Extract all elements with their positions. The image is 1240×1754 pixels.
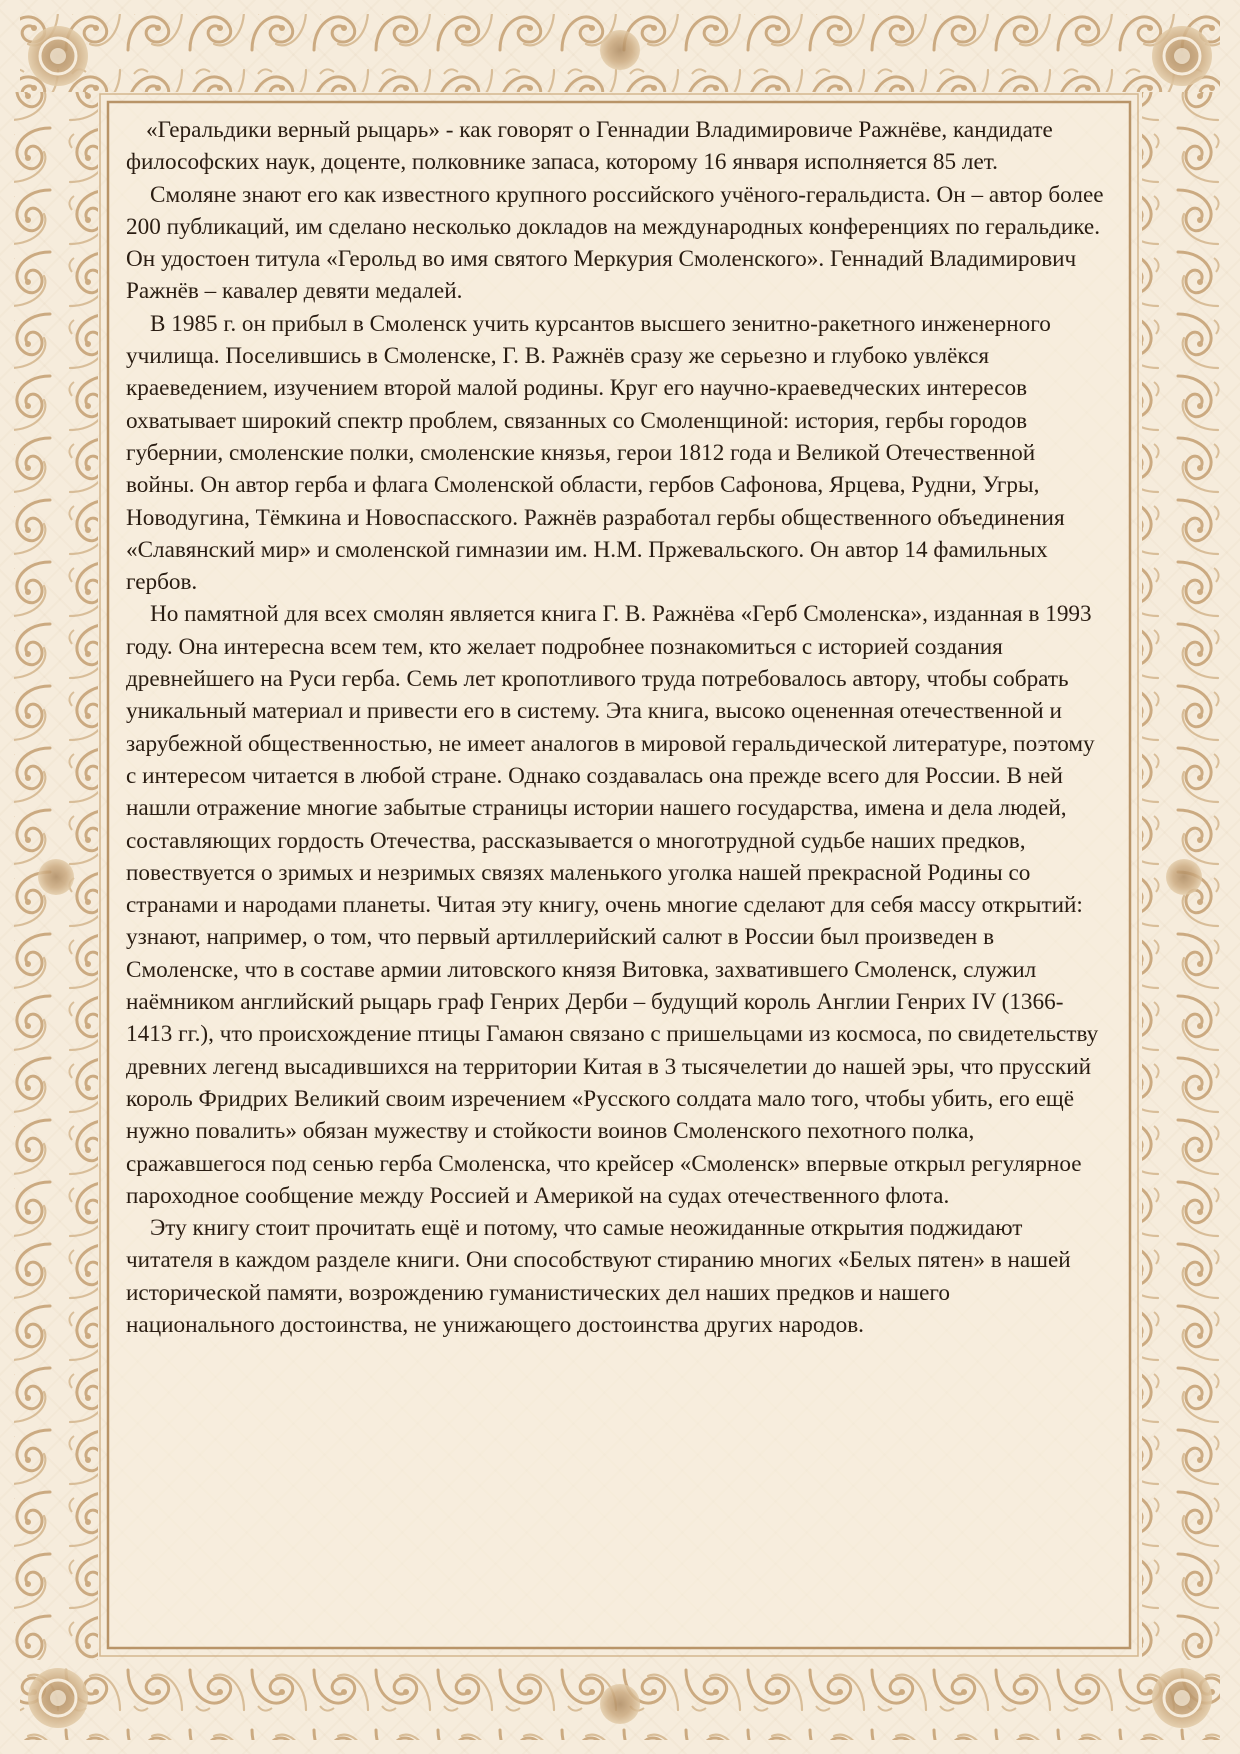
- paragraph-conclusion: Эту книгу стоит прочитать ещё и потому, что самые неожиданные открытия поджидают читателя в каждом разделе книги. Они способствуют стиранию многих «Белых пятен» в нашей исторической памяти, возрождению гуманистических дел наших предков и нашего национального достоинства, не унижающего достоинства других народов.: [126, 1215, 1071, 1338]
- corner-rose-bottom-left: [28, 1668, 88, 1728]
- corner-rose-top-left: [28, 26, 88, 86]
- paragraph-intro: «Геральдики верный рыцарь» - как говорят о Геннадии Владимировиче Ражнёве, кандидате философских наук, доценте, полковнике запаса, которому 16 января исполняется 85 лет.: [126, 117, 1053, 176]
- paragraph-smolensk-work: В 1985 г. он прибыл в Смоленск учить курсантов высшего зенитно-ракетного инженерного училища. Поселившись в Смоленске, Г. В. Ражнёв сразу же серьезно и глубоко увлёкся краеведением, изучением второй малой родины. Круг его научно-краеведческих интересов охватывает широкий спектр проблем, связанных со Смоленщиной: история, гербы городов губернии, смоленские полки, смоленские князья, герои 1812 года и Великой Отечественной войны. Он автор герба и флага Смоленской области, гербов Сафонова, Ярцева, Рудни, Угры, Новодугина, Тёмкина и Новоспасского. Ражнёв разработал гербы общественного объединения «Славянский мир» и смоленской гимназии им. Н.М. Пржевальского. Он автор 14 фамильных гербов.: [126, 310, 1065, 596]
- article-text: [126, 114, 1104, 1634]
- paragraph-book: Но памятной для всех смолян является книга Г. В. Ражнёва «Герб Смоленска», изданная в 1993 году. Она интересна всем тем, кто желает подробнее познакомиться с историей создания древнейшего на Руси герба. Семь лет кропотливого труда потребовалось автору, чтобы собрать уникальный материал и привести его в систему. Эта книга, высоко оцененная отечественной и зарубежной общественностью, не имеет аналогов в мировой геральдической литературе, поэтому с интересом читается в любой стране. Однако создавалась она прежде всего для России. В ней нашли отражение многие забытые страницы истории нашего государства, имена и дела людей, составляющих гордость Отечества, рассказывается о многотрудной судьбе наших предков, повествуется о зримых и незримых связях маленького уголка нашей прекрасной Родины со странами и народами планеты. Читая эту книгу, очень многие сделают для себя массу открытий: узнают, например, о том, что первый артиллерийский салют в России был произведен в Смоленске, что в составе армии литовского князя Витовка, захватившего Смоленск, служил наёмником английский рыцарь граф Генрих Дерби – будущий король Англии Генрих IV (1366-1413 гг.), что происхождение птицы Гамаюн связано с пришельцами из космоса, по свидетельству древних легенд высадившихся на территории Китая в 3 тысячелетии до нашей эры, что прусский король Фридрих Великий своим изречением «Русского солдата мало того, чтобы убить, его ещё нужно повалить» обязан мужеству и стойкости воинов Смоленского пехотного полка, сражавшегося под сенью герба Смоленска, что крейсер «Смоленск» впервые открыл регулярное пароходное сообщение между Россией и Америкой на судах отечественного флота.: [126, 601, 1099, 1209]
- paragraph-biography: Смоляне знают его как известного крупного российского учёного-геральдиста. Он – автор более 200 публикаций, им сделано несколько докладов на международных конференциях по геральдике. Он удостоен титула «Герольд во имя святого Меркурия Смоленского». Геннадий Владимирович Ражнёв – кавалер девяти медалей.: [126, 181, 1104, 305]
- corner-rose-bottom-right: [1152, 1668, 1212, 1728]
- corner-rose-top-right: [1152, 26, 1212, 86]
